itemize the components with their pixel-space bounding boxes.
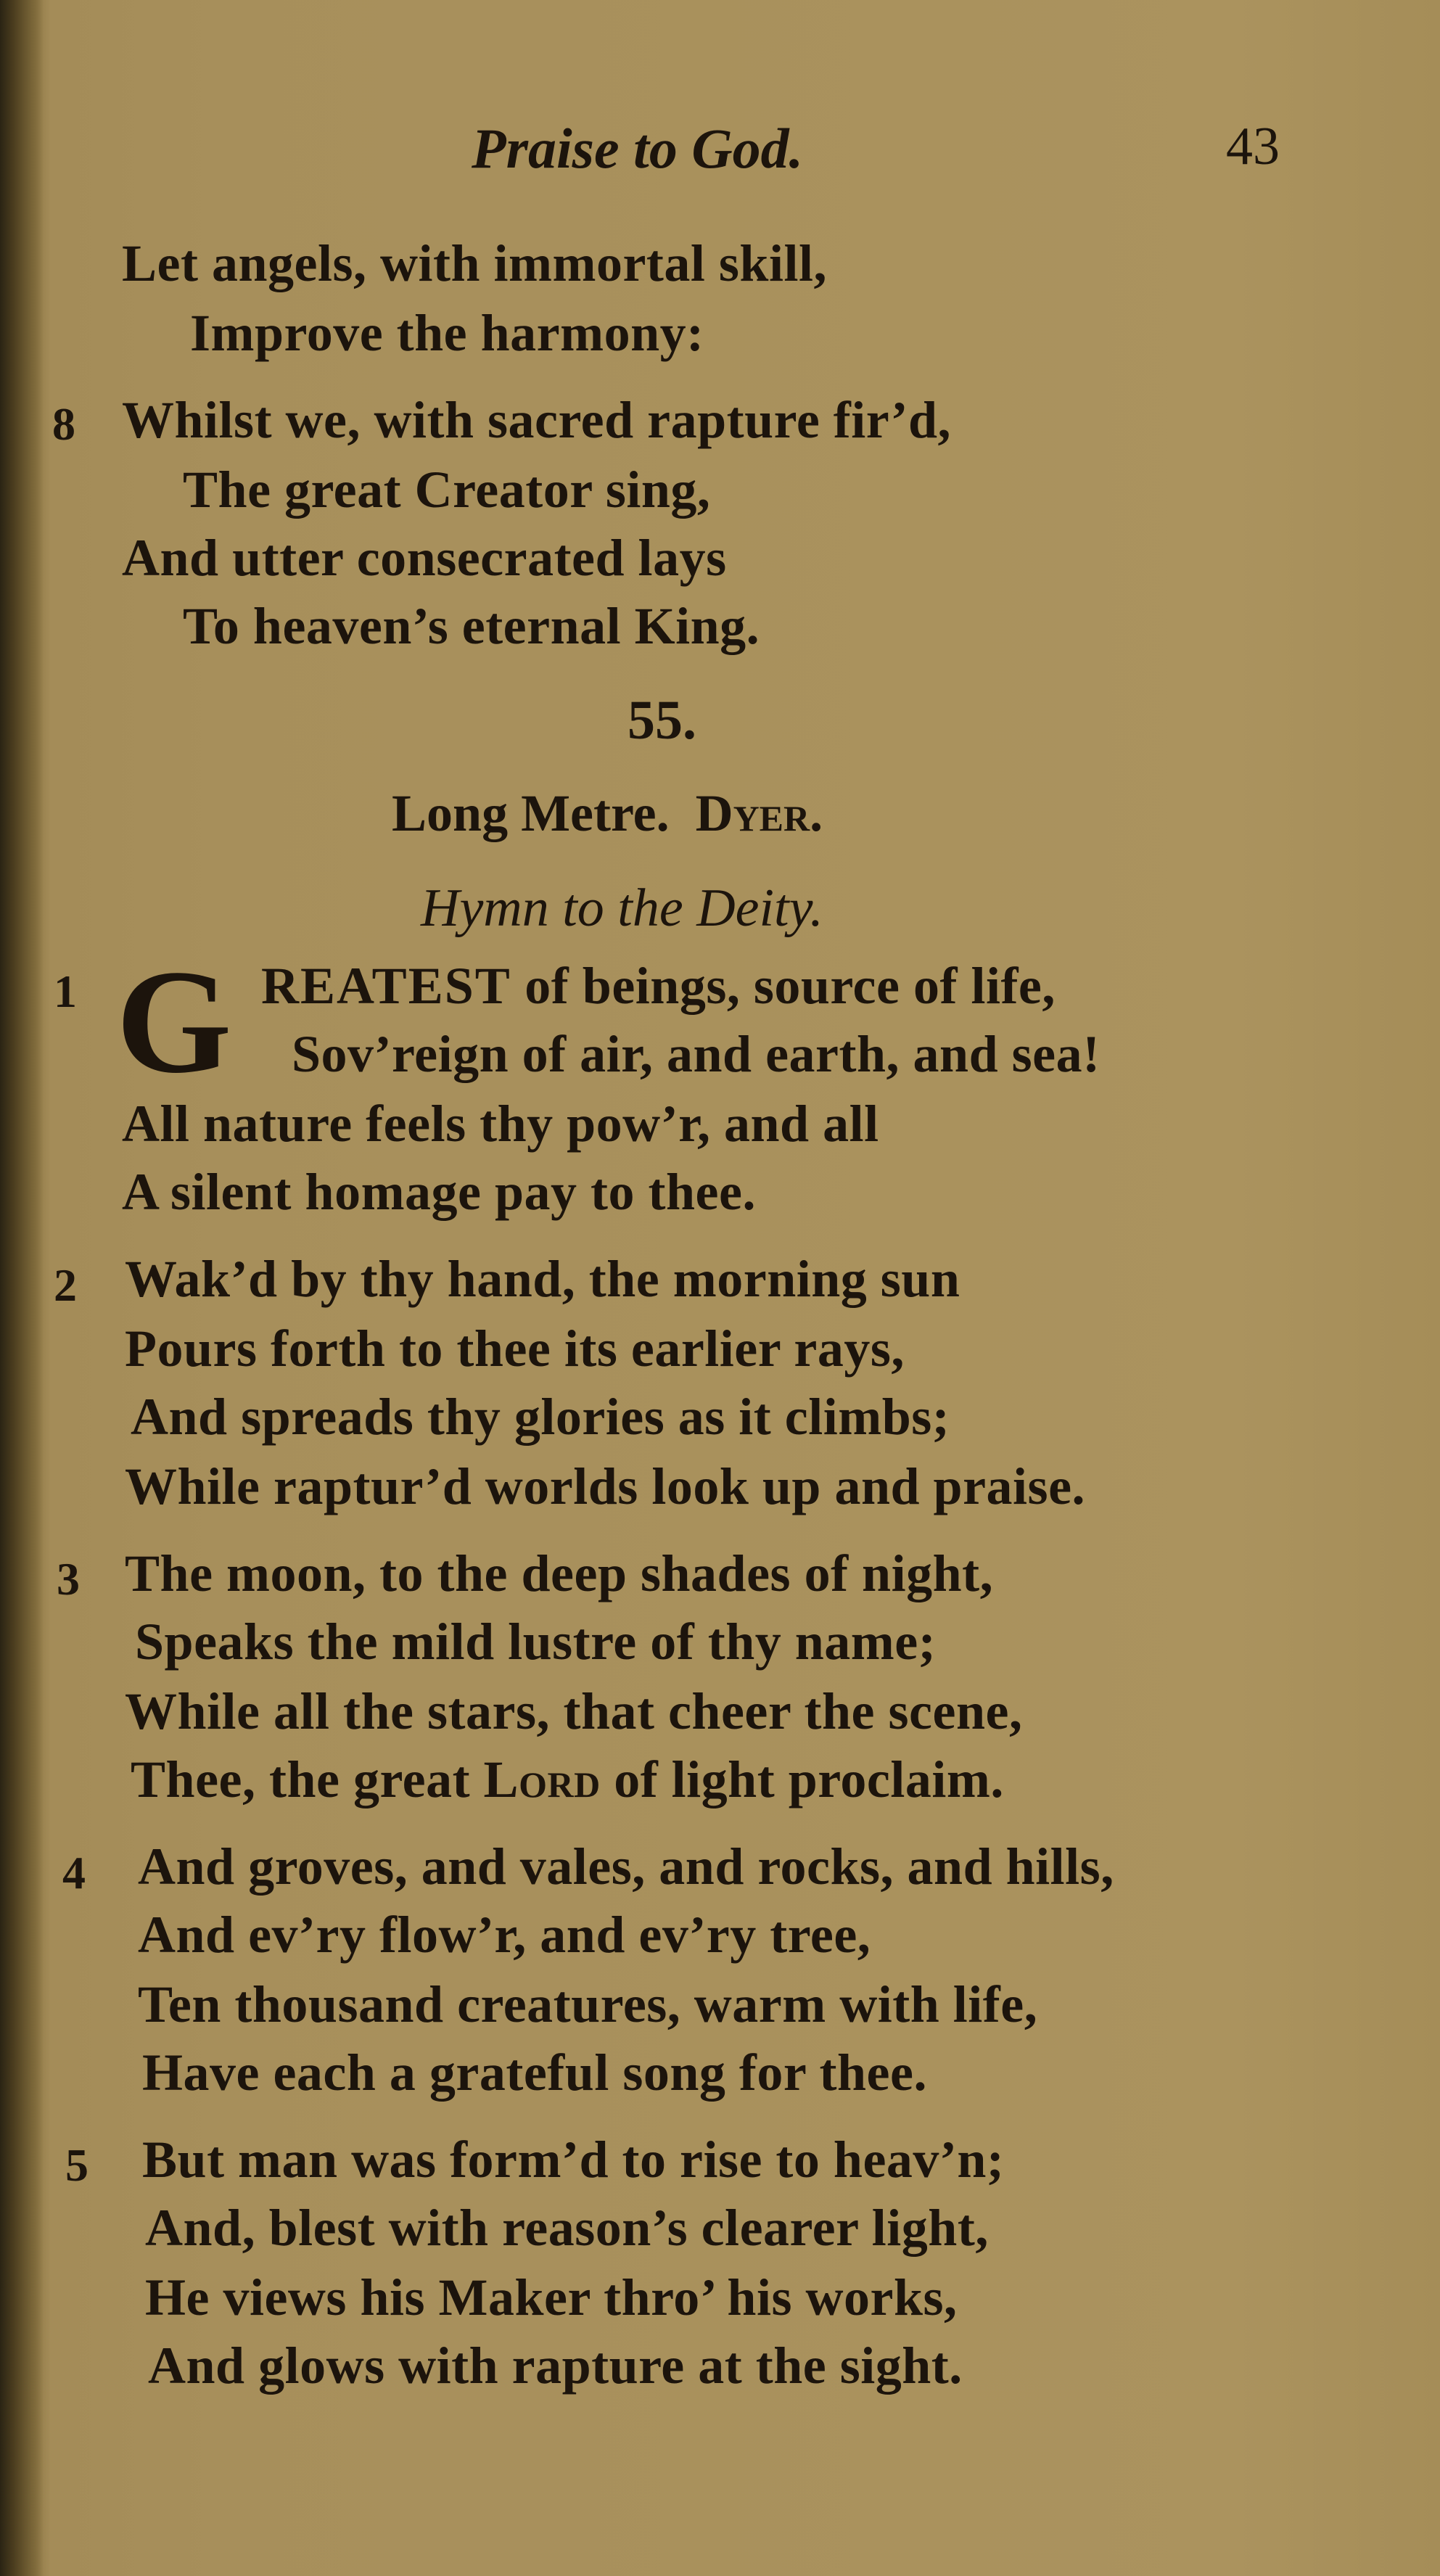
verse-line: And spreads thy glories as it climbs; xyxy=(131,1388,950,1446)
stanza-number: 2 xyxy=(54,1259,77,1311)
hymn-title: Hymn to the Deity. xyxy=(421,878,823,938)
hymn-author: Dyer. xyxy=(695,784,823,842)
stanza-number: 3 xyxy=(57,1553,80,1605)
verse-line: Whilst we, with sacred rapture fir’d, xyxy=(122,391,952,449)
verse-line: Pours forth to thee its earlier rays, xyxy=(125,1320,905,1378)
page-number: 43 xyxy=(1226,117,1280,176)
verse-line xyxy=(131,1750,1004,1810)
verse-line: Sov’reign of air, and earth, and sea! xyxy=(292,1025,1100,1083)
verse-line: While raptur’d worlds look up and praise. xyxy=(125,1457,1086,1515)
verse-line: Let angels, with immortal skill, xyxy=(122,234,827,292)
verse-line: The great Creator sing, xyxy=(183,461,711,519)
verse-line: A silent homage pay to thee. xyxy=(122,1163,756,1221)
verse-line: And glows with rapture at the sight. xyxy=(148,2337,963,2395)
verse-line xyxy=(261,956,1056,1016)
verse-line: But man was form’d to rise to heav’n; xyxy=(142,2131,1005,2189)
verse-line: To heaven’s eternal King. xyxy=(183,597,760,655)
running-title: Praise to God. xyxy=(472,117,804,180)
verse-line: Ten thousand creatures, warm with life, xyxy=(138,1975,1038,2033)
hymn-meter xyxy=(392,783,823,844)
stanza-number: 4 xyxy=(62,1847,86,1898)
first-word-caps: REATEST xyxy=(261,957,511,1015)
verse-line: Have each a grateful song for thee. xyxy=(142,2044,927,2102)
stanza-number: 8 xyxy=(52,398,75,450)
verse-line: Improve the harmony: xyxy=(190,304,704,362)
line-text: Thee, the great Lord of light proclaim. xyxy=(131,1750,1004,1808)
verse-line: And utter consecrated lays xyxy=(122,529,727,587)
verse-line: The moon, to the deep shades of night, xyxy=(125,1544,994,1602)
verse-line: And, blest with reason’s clearer light, xyxy=(145,2199,989,2257)
stanza-number: 5 xyxy=(65,2139,89,2191)
drop-cap: G xyxy=(116,939,232,1104)
verse-line: Speaks the mild lustre of thy name; xyxy=(135,1613,937,1671)
stanza-number: 1 xyxy=(54,966,77,1017)
first-line-rest: of beings, source of life, xyxy=(511,957,1056,1015)
verse-line: He views his Maker thro’ his works, xyxy=(145,2268,958,2326)
verse-line: And ev’ry flow’r, and ev’ry tree, xyxy=(138,1906,871,1964)
verse-line: All nature feels thy pow’r, and all xyxy=(122,1095,879,1153)
verse-line: And groves, and vales, and rocks, and hills, xyxy=(138,1838,1114,1896)
verse-line: While all the stars, that cheer the scene, xyxy=(125,1682,1023,1740)
hymn-number: 55. xyxy=(628,690,696,751)
meter-label: Long Metre. xyxy=(392,784,670,842)
verse-line: Wak’d by thy hand, the morning sun xyxy=(125,1250,960,1308)
